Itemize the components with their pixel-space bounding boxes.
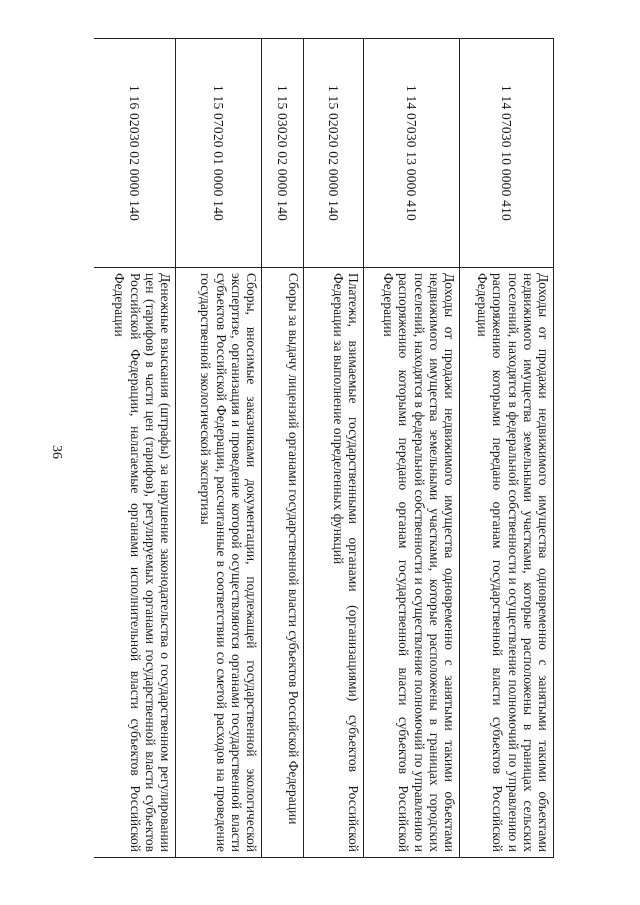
- description-cell: Сборы, вносимые заказчиками документации, подлежащей государственной экологической экспертизе, организация и проведение которой осуществляются органами государственной власти субъектов Российской Федерации, рассчитанные в соответствии со сметой расходов на проведение государственной экологической экспертизы: [176, 268, 262, 858]
- table-row: [94, 39, 176, 858]
- description-cell: Сборы за выдачу лицензий органами государственной власти субъектов Российской Федерации: [262, 268, 304, 858]
- revenue-codes-table: [94, 38, 554, 858]
- budget-code-cell: 1 15 02020 02 0000 140: [304, 39, 364, 268]
- description-cell: Платежи, взимаемые государственными органами (организациями) субъектов Российской Федерации за выполнение определенных функций: [304, 268, 364, 858]
- table-row: [304, 39, 364, 858]
- budget-code-cell: 1 15 07020 01 0000 140: [176, 39, 262, 268]
- rotated-table-frame: [94, 38, 554, 858]
- description-cell: Доходы от продажи недвижимого имущества одновременно с занятыми такими объектами недвижимого имущества земельными участками, которые расположены в границах сельских поселений, находятся в федеральной собственности и осуществление полномочий по управлению и распоряжению которыми передано органам государственной власти субъектов Российской Федерации: [460, 268, 554, 858]
- budget-code-cell: 1 16 02030 02 0000 140: [94, 39, 176, 268]
- budget-code-cell: 1 15 03020 02 0000 140: [262, 39, 304, 268]
- description-cell: Денежные взыскания (штрафы) за нарушение законодательства о государственном регулировании цен (тарифов) в части цен (тарифов), регулируемых органами государственной власти субъектов Российской Федерации, налагаемые органами исполнительной власти субъектов Российской Федерации: [94, 268, 176, 858]
- description-cell: Доходы от продажи недвижимого имущества одновременно с занятыми такими объектами недвижимого имущества земельными участками, которые расположены в границах городских поселений, находятся в федеральной собственности и осуществление полномочий по управлению и распоряжению которыми передано органам государственной власти субъектов Российской Федерации: [364, 268, 460, 858]
- table-row: [262, 39, 304, 858]
- budget-code-cell: 1 14 07030 13 0000 410: [364, 39, 460, 268]
- table-row: [364, 39, 460, 858]
- table-row: [176, 39, 262, 858]
- budget-code-cell: 1 14 07030 10 0000 410: [460, 39, 554, 268]
- rotated-table-content: [94, 38, 554, 858]
- page-number: 36: [49, 445, 64, 459]
- table-row: [460, 39, 554, 858]
